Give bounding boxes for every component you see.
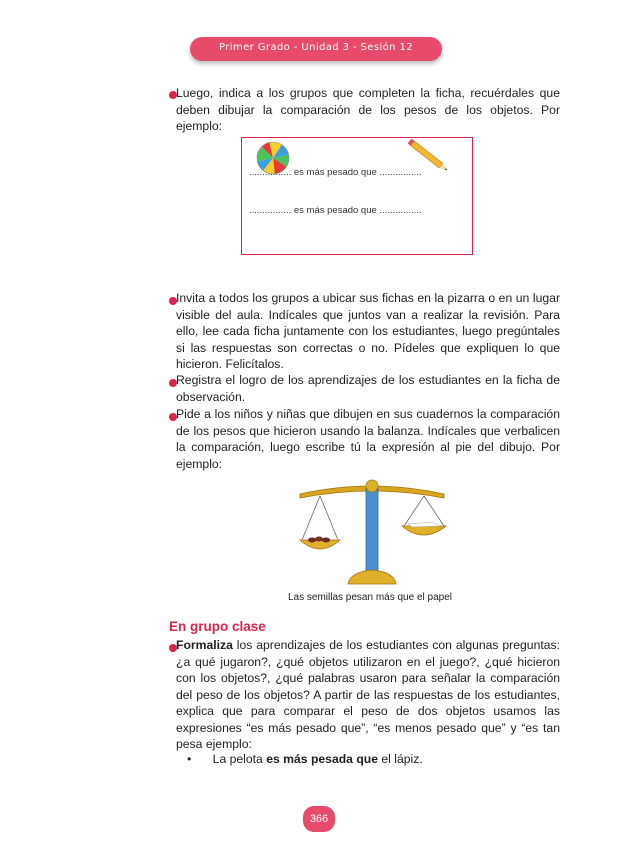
- sub-bullet-marker: •: [187, 752, 192, 766]
- paragraph-formaliza: [176, 637, 560, 753]
- paragraph-pide: Pide a los niños y niñas que dibujen en sus cuadernos la comparación de los pesos que hicieron usando la balanza. Indícales que verbalicen la comparación, luego escribe tú la expresión al pie del dibujo. Por ejemplo:: [176, 407, 560, 471]
- header-band: [190, 37, 442, 61]
- paragraph-invita: Invita a todos los grupos a ubicar sus fichas en la pizarra o en un lugar visible del aula. Indícales que juntos van a realizar la revisión. Para ello, lee cada ficha juntamente con los estudiantes, luego pregúntales si las respuestas son correctas o no. Pídeles que expliquen lo que hicieron. Felicítalos.: [176, 291, 560, 371]
- formaliza-text: los aprendizajes de los estudiantes con algunas preguntas: ¿a qué jugaron?, ¿qué objetos utilizaron en el juego?, ¿qué hicieron con los objetos?, ¿qué palabras usaron para señalar la comparación del peso de los objetos? A partir de las respuestas de los estudiantes, explica que para comparar el peso de dos objetos usamos las expresiones “es más pesado que”, “es menos pesado que” y “es tan pesa ejemplo:: [176, 638, 560, 751]
- section-title: En grupo clase: [169, 619, 266, 634]
- comparison-line-1: ................ es más pesado que ................: [249, 167, 422, 178]
- comparison-line-2: ................ es más pesado que ................: [249, 205, 422, 216]
- sub-text-post: el lápiz.: [378, 752, 423, 766]
- formaliza-bold: Formaliza: [176, 638, 233, 652]
- figure-caption: Las semillas pesan más que el papel: [288, 592, 452, 603]
- balance-scale-illustration: [292, 474, 452, 590]
- paragraph-registra: Registra el logro de los aprendizajes de los estudiantes en la ficha de observación.: [176, 373, 560, 404]
- sub-text-pre: La pelota: [212, 752, 267, 766]
- sub-text-bold: es más pesada que: [266, 752, 378, 766]
- example-sub-item: [187, 752, 423, 766]
- paragraph-luego: Luego, indica a los grupos que completen la ficha, recuérdales que deben dibujar la comparación de los pesos de los objetos. Por ejemplo:: [176, 86, 560, 133]
- header-label: Primer Grado - Unidad 3 - Sesión 12: [219, 42, 413, 53]
- page-number: 366: [303, 806, 335, 832]
